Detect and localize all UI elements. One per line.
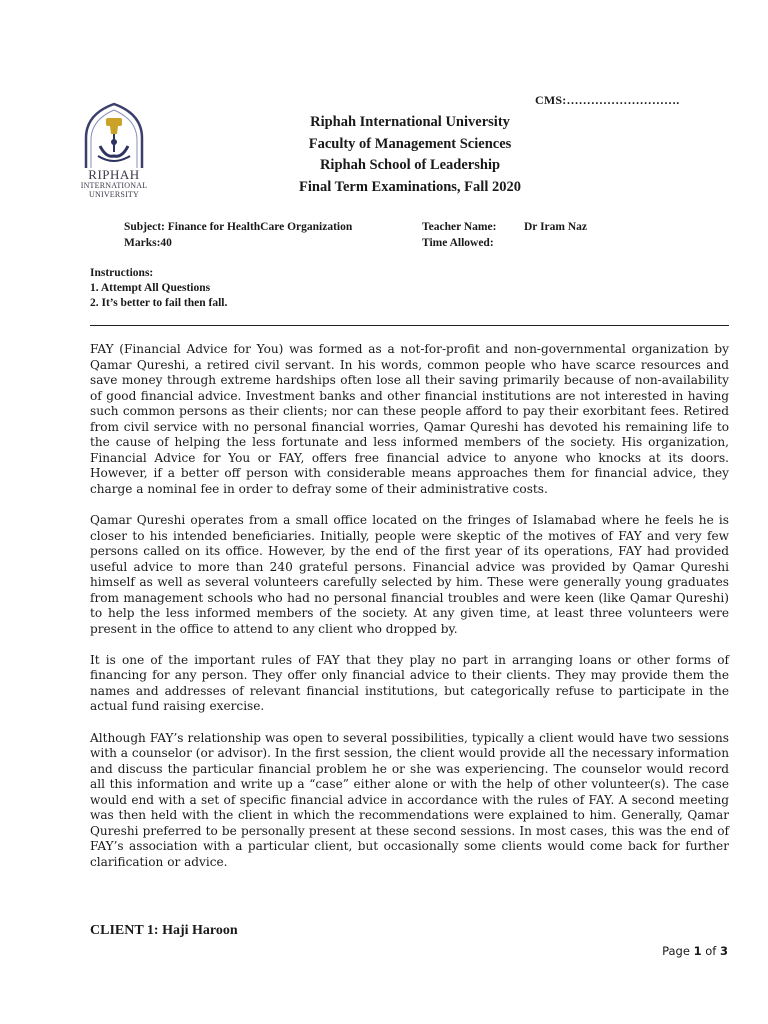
school-name: Riphah School of Leadership bbox=[319, 157, 501, 173]
teacher-name-value: Dr Iram Naz bbox=[524, 221, 588, 233]
cms-field: CMS:………………………. bbox=[535, 93, 680, 107]
client-heading: CLIENT 1: Haji Haroon bbox=[90, 923, 238, 938]
paragraph: Qamar Qureshi operates from a small office located on the fringes of Islamabad where he feels he is closer to his intended beneficiaries. Initially, people were skeptic of the motives of FAY and very few persons called on its office. However, by the end of the first year of its operations, FAY had provided useful advice to more than 240 grateful persons. Financial advice was provided by Qamar Qureshi himself as well as several volunteers carefully selected by him. These were generally young graduates from management schools who had no personal financial troubles and were keen (like Qamar Qureshi) to help the less informed members of the society. At any given time, at least three volunteers were present in the office to attend to any client who dropped by. bbox=[90, 512, 729, 636]
instructions-heading: Instructions: bbox=[90, 267, 154, 279]
header-divider bbox=[90, 325, 729, 326]
marks-label: Marks:40 bbox=[124, 237, 172, 249]
exam-name: Final Term Examinations, Fall 2020 bbox=[299, 178, 521, 195]
paragraph: Although FAY’s relationship was open to several possibilities, typically a client would have two sessions with a counselor (or advisor). In the first session, the client would provide all the necessary information and discuss the particular financial problem he or she was experiencing. The counselor would record all this information and write up a “case” either alone or with the help of other volunteer(s). The case would end with a set of specific financial advice in accordance with the rules of FAY. A second meeting was then held with the client in which the recommendations were explained to him. Generally, Qamar Qureshi preferred to be personally present at these second sessions. In most cases, this was the end of FAY’s association with a particular client, but occasionally some clients would come back for further clarification or advice. bbox=[90, 730, 729, 869]
instruction-item: 1. Attempt All Questions bbox=[90, 282, 211, 294]
paragraph: It is one of the important rules of FAY that they play no part in arranging loans or other forms of financing for any person. They offer only financial advice to their clients. They may provide them the names and addresses of relevant financial institutions, but categorically refuse to participate in the actual fund raising exercise. bbox=[90, 652, 729, 714]
instruction-item: 2. It’s better to fail then fall. bbox=[90, 297, 228, 309]
university-name: Riphah International University bbox=[310, 114, 510, 130]
exam-title-block bbox=[250, 112, 570, 198]
time-allowed-label: Time Allowed: bbox=[422, 237, 494, 249]
subject-label: Subject: Finance for HealthCare Organization bbox=[124, 221, 353, 233]
paragraph: FAY (Financial Advice for You) was formed as a not-for-profit and non-governmental organization by Qamar Qureshi, a retired civil servant. In his words, common people who have scarce resources and save money through extreme hardships often lose all their saving primarily because of non-availability of good financial advice. Investment banks and other financial institutions are not interested in having such common persons as their clients; nor can these people afford to pay their exorbitant fees. Retired from civil service with no personal financial worries, Qamar Qureshi has devoted his remaining life to the cause of helping the less fortunate and less informed members of the society. His organization, Financial Advice for You or FAY, offers free financial advice to anyone who knocks at its doors. However, if a better off person with considerable means approaches them for financial advice, they charge a nominal fee in order to defray some of their administrative costs. bbox=[90, 342, 729, 496]
faculty-name: Faculty of Management Sciences bbox=[308, 135, 512, 152]
logo-wordmark: RIPHAH INTERNATIONAL UNIVERSITY bbox=[80, 167, 148, 199]
case-body bbox=[90, 342, 729, 886]
teacher-name-label: Teacher Name: bbox=[422, 221, 497, 233]
page-number: Page 1 of 3 bbox=[662, 944, 728, 958]
